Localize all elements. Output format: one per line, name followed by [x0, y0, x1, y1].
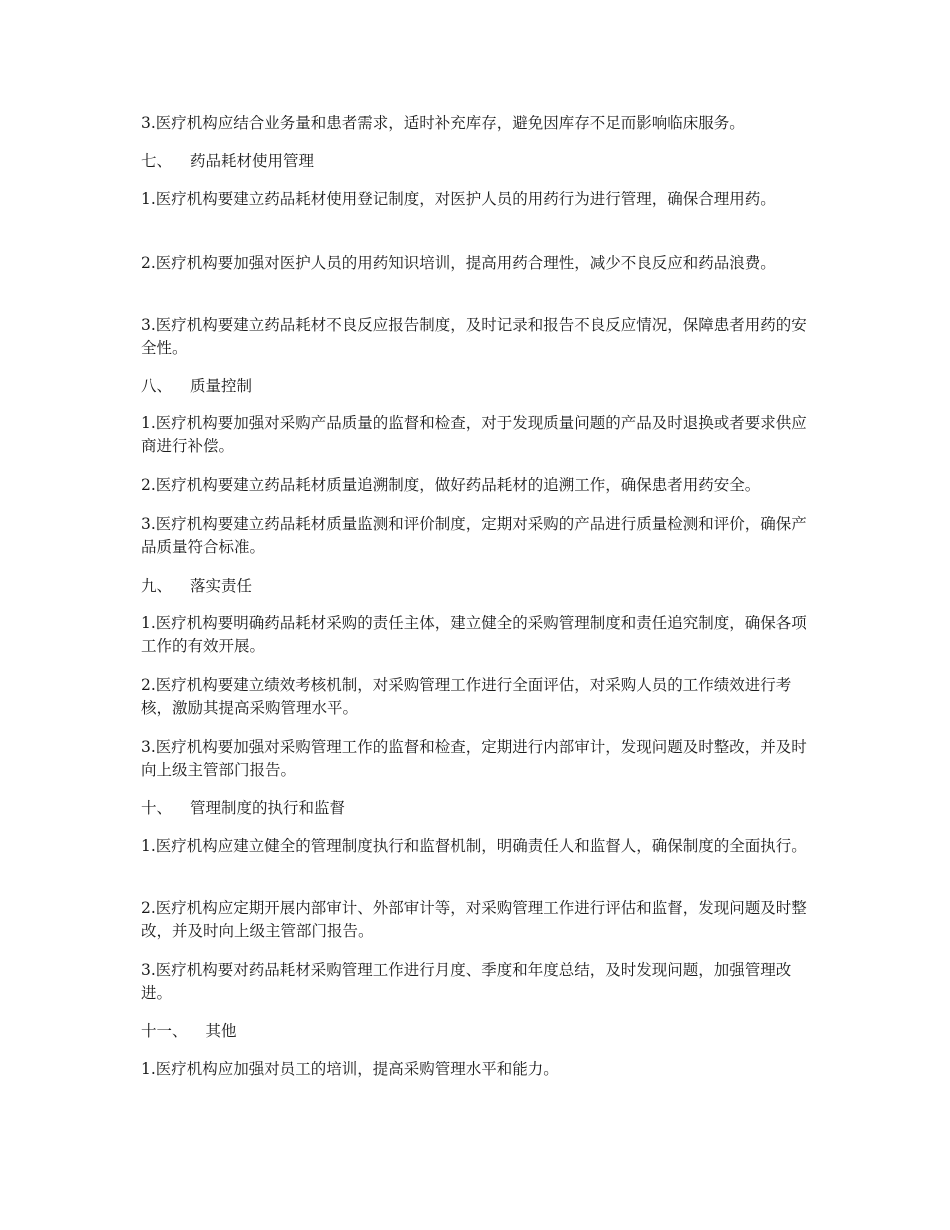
section-heading	[141, 575, 813, 598]
paragraph: 2.医疗机构要建立药品耗材质量追溯制度，做好药品耗材的追溯工作，确保患者用药安全。	[141, 476, 761, 494]
paragraph: 3.医疗机构要建立药品耗材质量监测和评价制度，定期对采购的产品进行质量检测和评价，确保产品质量符合标准。	[141, 515, 807, 556]
section-heading	[141, 150, 813, 173]
section-number: 十一、	[141, 1022, 188, 1040]
section-title: 管理制度的执行和监督	[190, 799, 346, 817]
section-heading	[141, 375, 813, 398]
paragraph: 3.医疗机构应结合业务量和患者需求，适时补充库存，避免因库存不足而影响临床服务。	[141, 114, 745, 132]
paragraph: 2.医疗机构要加强对医护人员的用药知识培训，提高用药合理性，减少不良反应和药品浪费。	[141, 254, 776, 272]
section-title: 其他	[205, 1022, 237, 1040]
section-title: 药品耗材使用管理	[190, 152, 315, 170]
paragraph: 1.医疗机构要明确药品耗材采购的责任主体，建立健全的采购管理制度和责任追究制度，确保各项工作的有效开展。	[141, 614, 807, 655]
paragraph: 3.医疗机构要加强对采购管理工作的监督和检查，定期进行内部审计，发现问题及时整改，并及时向上级主管部门报告。	[141, 738, 807, 779]
section-number: 十、	[141, 799, 173, 817]
paragraph: 3.医疗机构要对药品耗材采购管理工作进行月度、季度和年度总结，及时发现问题，加强管理改进。	[141, 961, 792, 1002]
section-title: 落实责任	[190, 577, 253, 595]
paragraph: 1.医疗机构要建立药品耗材使用登记制度，对医护人员的用药行为进行管理，确保合理用药。	[141, 190, 776, 208]
section-number: 七、	[141, 152, 173, 170]
section-number: 八、	[141, 377, 173, 395]
paragraph: 2.医疗机构要建立绩效考核机制，对采购管理工作进行全面评估，对采购人员的工作绩效进行考核，激励其提高采购管理水平。	[141, 676, 792, 717]
paragraph: 2.医疗机构应定期开展内部审计、外部审计等，对采购管理工作进行评估和监督，发现问题及时整改，并及时向上级主管部门报告。	[141, 899, 807, 940]
paragraph: 1.医疗机构应建立健全的管理制度执行和监督机制，明确责任人和监督人，确保制度的全面执行。	[141, 837, 807, 855]
section-heading	[141, 1020, 813, 1043]
section-number: 九、	[141, 577, 173, 595]
paragraph: 3.医疗机构要建立药品耗材不良反应报告制度，及时记录和报告不良反应情况，保障患者用药的安全性。	[141, 316, 807, 357]
section-heading	[141, 797, 813, 820]
paragraph: 1.医疗机构应加强对员工的培训，提高采购管理水平和能力。	[141, 1060, 559, 1078]
paragraph: 1.医疗机构要加强对采购产品质量的监督和检查，对于发现质量问题的产品及时退换或者要求供应商进行补偿。	[141, 414, 807, 455]
section-title: 质量控制	[190, 377, 253, 395]
